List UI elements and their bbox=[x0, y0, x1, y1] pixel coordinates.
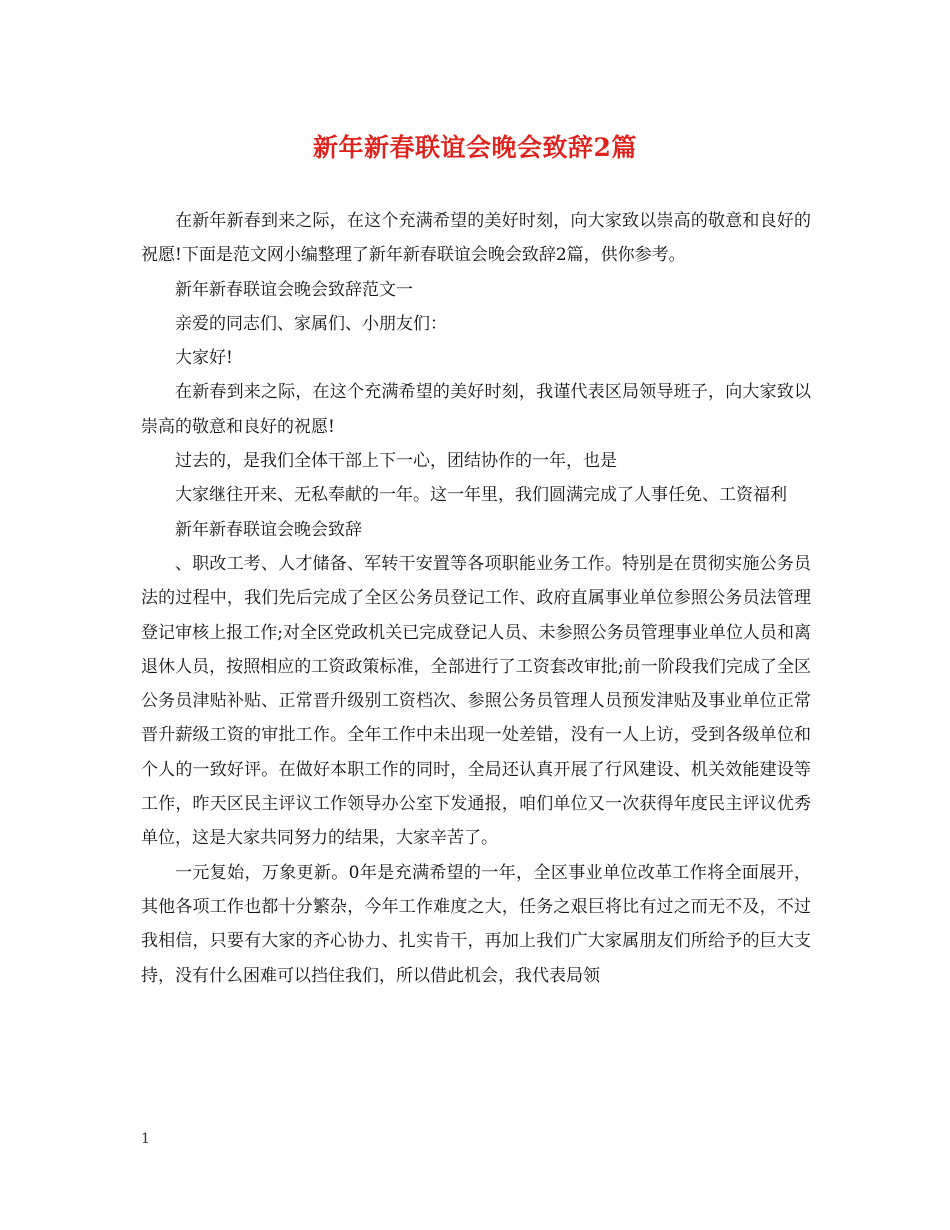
paragraph-past-year: 过去的，是我们全体干部上下一心，团结协作的一年，也是 bbox=[175, 451, 617, 472]
paragraph-interjection: 新年新春联谊会晚会致辞 bbox=[175, 519, 362, 540]
paragraph-opening: 在新春到来之际，在这个充满希望的美好时刻，我谨代表区局领导班子，向大家致以崇高的敬意和良好的祝愿! bbox=[141, 382, 811, 437]
paragraph-new-year: 一元复始，万象更新。0年是充满希望的一年，全区事业单位改革工作将全面展开，其他各项工作也都十分繁杂，今年工作难度之大，任务之艰巨将比有过之而无不及，不过我相信，只要有大家的齐心协力、扎实肯干，再加上我们广大家属朋友们所给予的巨大支持，没有什么困难可以挡住我们，所以借此机会，我代表局领 bbox=[141, 862, 811, 986]
paragraph-achievements: 大家继往开来、无私奉献的一年。这一年里，我们圆满完成了人事任免、工资福利 bbox=[175, 485, 787, 506]
page-number: 1 bbox=[141, 1131, 150, 1147]
paragraph-work-details: 、职改工考、人才储备、军转干安置等各项职能业务工作。特别是在贯彻实施公务员法的过程中，我们先后完成了全区公务员登记工作、政府直属事业单位参照公务员法管理登记审核上报工作;对全区党政机关已完成登记人员、未参照公务员管理事业单位人员和离退休人员，按照相应的工资政策标准，全部进行了工资套改审批;前一阶段我们完成了全区公务员津贴补贴、正常晋升级别工资档次、参照公务员管理人员预发津贴及事业单位正常晋升薪级工资的审批工作。全年工作中未出现一处差错，没有一人上访，受到各级单位和个人的一致好评。在做好本职工作的同时，全局还认真开展了行风建设、机关效能建设等工作，昨天区民主评议工作领导办公室下发通报，咱们单位又一次获得年度民主评议优秀单位，这是大家共同努力的结果，大家辛苦了。 bbox=[141, 553, 811, 849]
paragraph-salutation: 亲爱的同志们、家属们、小朋友们： bbox=[175, 313, 447, 334]
paragraph-section-heading: 新年新春联谊会晚会致辞范文一 bbox=[175, 279, 413, 300]
paragraph-greeting: 大家好! bbox=[175, 348, 233, 369]
document-title: 新年新春联谊会晚会致辞2篇 bbox=[313, 133, 637, 162]
document-body bbox=[141, 204, 811, 993]
paragraph-intro: 在新年新春到来之际，在这个充满希望的美好时刻，向大家致以崇高的敬意和良好的祝愿!下面是范文网小编整理了新年新春联谊会晚会致辞2篇，供你参考。 bbox=[141, 211, 811, 266]
